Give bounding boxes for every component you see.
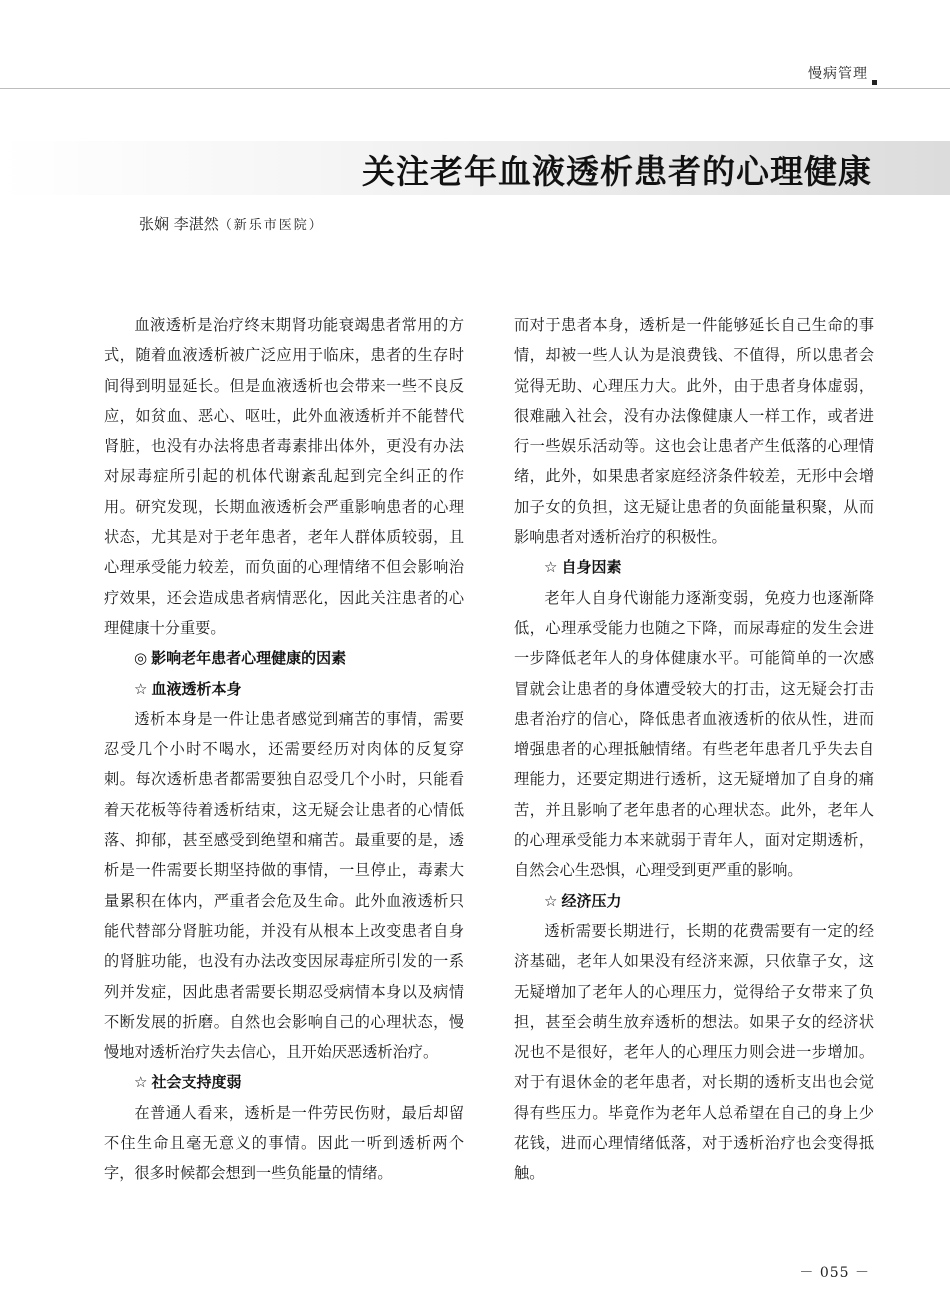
left-column <box>104 310 464 1189</box>
subheading-text: 经济压力 <box>561 891 622 910</box>
section-heading-text: 影响老年患者心理健康的因素 <box>151 649 347 668</box>
paragraph-economic-pressure: 透析需要长期进行，长期的花费需要有一定的经济基础，老年人如果没有经济来源，只依靠子女，这无疑增加了老年人的心理压力，觉得给子女带来了负担，甚至会萌生放弃透析的想法。如果子女的经济状况也不是很好，老年人的心理压力则会进一步增加。对于有退休金的老年患者，对长期的透析支出也会觉得有些压力。毕竟作为老年人总希望在自己的身上少花钱，进而心理情绪低落，对于透析治疗也会变得抵触。 <box>514 921 874 1183</box>
star-icon: ☆ <box>544 558 558 577</box>
paragraph-self-factors: 老年人自身代谢能力逐渐变弱，免疫力也逐渐降低，心理承受能力也随之下降，而尿毒症的发生会进一步降低老年人的身体健康水平。可能简单的一次感冒就会让患者的身体遭受较大的打击，这无疑会打击患者治疗的信心，降低患者血液透析的依从性，进而增强患者的心理抵触情绪。有些老年患者几乎失去自理能力，还要定期进行透析，这无疑增加了自身的痛苦，并且影响了老年患者的心理状态。此外，老年人的心理承受能力本来就弱于青年人，面对定期透析，自然会心生恐惧，心理受到更严重的影响。 <box>514 588 874 880</box>
star-icon: ☆ <box>544 891 558 910</box>
paragraph-social-support-continued: 而对于患者本身，透析是一件能够延长自己生命的事情，却被一些人认为是浪费钱、不值得，所以患者会觉得无助、心理压力大。此外，由于患者身体虚弱，很难融入社会，没有办法像健康人一样工作，或者进行一些娱乐活动等。这也会让患者产生低落的心理情绪，此外，如果患者家庭经济条件较差，无形中会增加子女的负担，这无疑让患者的负面能量积聚，从而影响患者对透析治疗的积极性。 <box>514 316 874 547</box>
subheading-social-support <box>104 1067 464 1097</box>
header-divider <box>0 88 950 89</box>
subheading-text: 自身因素 <box>561 558 622 577</box>
subheading-economic-pressure <box>514 886 874 916</box>
right-column <box>514 310 874 1189</box>
paragraph-dialysis-itself: 透析本身是一件让患者感觉到痛苦的事情，需要忍受几个小时不喝水，还需要经历对肉体的反复穿刺。每次透析患者都需要独自忍受几个小时，只能看着天花板等待着透析结束，这无疑会让患者的心情低落、抑郁，甚至感受到绝望和痛苦。最重要的是，透析是一件需要长期坚持做的事情，一旦停止，毒素大量累积在体内，严重者会危及生命。此外血液透析只能代替部分肾脏功能，并没有从根本上改变患者自身的肾脏功能，也没有办法改变因尿毒症所引发的一系列并发症，因此患者需要长期忍受病情本身以及病情不断发展的折磨。自然也会影响自己的心理状态，慢慢地对透析治疗失去信心，且开始厌恶透析治疗。 <box>104 709 464 1062</box>
double-circle-icon: ◎ <box>134 649 148 668</box>
subheading-text: 社会支持度弱 <box>151 1073 242 1092</box>
subheading-self-factors <box>514 552 874 582</box>
article-title: 关注老年血液透析患者的心理健康 <box>362 152 872 191</box>
page-number: － 055 － <box>799 1265 870 1281</box>
header-square-marker <box>872 80 877 85</box>
author-names: 张娴 李湛然 <box>139 215 219 233</box>
section-heading-factors <box>104 643 464 673</box>
subheading-text: 血液透析本身 <box>151 679 242 698</box>
star-icon: ☆ <box>134 679 148 698</box>
author-affiliation: （新乐市医院） <box>218 218 324 233</box>
section-label: 慢病管理 <box>808 66 868 82</box>
star-icon: ☆ <box>134 1073 148 1092</box>
subheading-dialysis-itself <box>104 674 464 704</box>
paragraph-intro: 血液透析是治疗终末期肾功能衰竭患者常用的方式，随着血液透析被广泛应用于临床，患者的生存时间得到明显延长。但是血液透析也会带来一些不良反应，如贫血、恶心、呕吐，此外血液透析并不能替代肾脏，也没有办法将患者毒素排出体外，更没有办法对尿毒症所引起的机体代谢紊乱起到完全纠正的作用。研究发现，长期血液透析会严重影响患者的心理状态，尤其是对于老年患者，老年人群体质较弱，且心理承受能力较差，而负面的心理情绪不但会影响治疗效果，还会造成患者病情恶化，因此关注患者的心理健康十分重要。 <box>104 316 464 637</box>
author-line <box>139 213 324 234</box>
paragraph-social-support: 在普通人看来，透析是一件劳民伤财，最后却留不住生命且毫无意义的事情。因此一听到透析两个字，很多时候都会想到一些负能量的情绪。 <box>104 1103 464 1183</box>
